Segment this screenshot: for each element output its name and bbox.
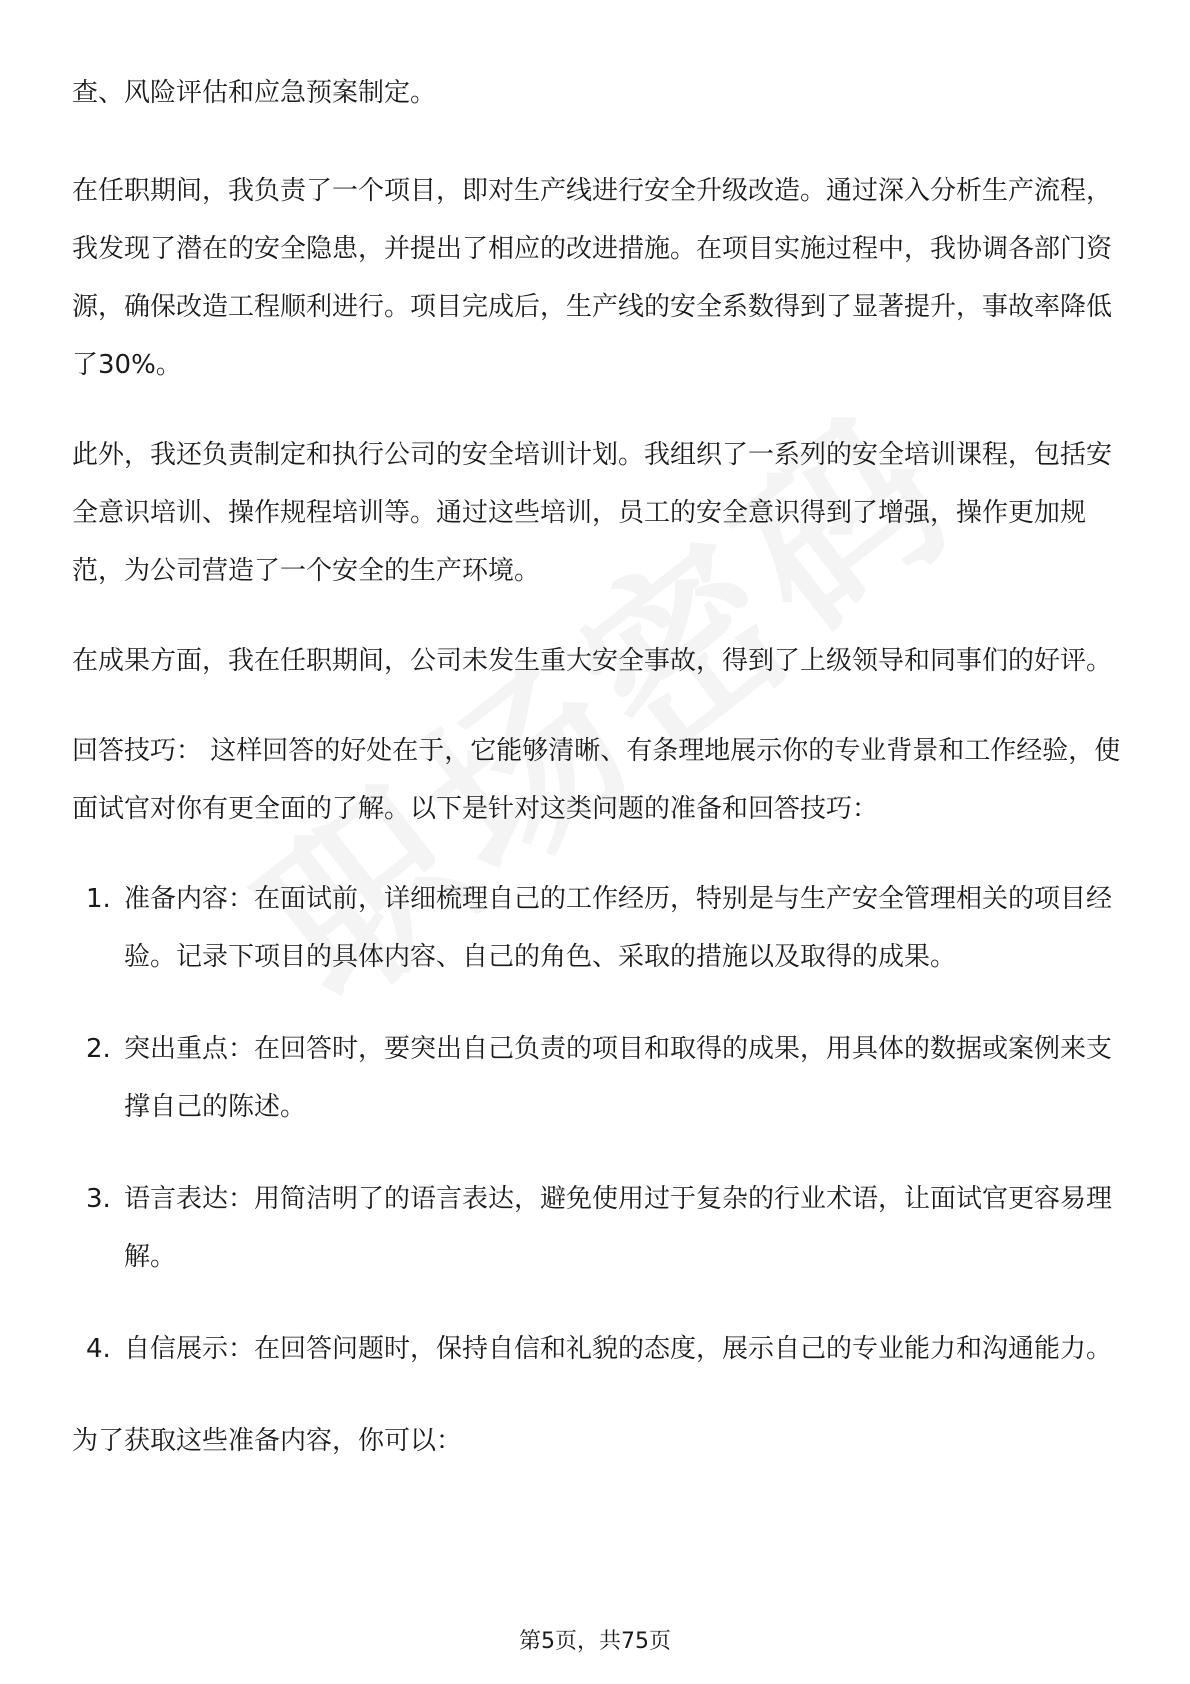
paragraph: 此外，我还负责制定和执行公司的安全培训计划。我组织了一系列的安全培训课程，包括安全意识培训、操作规程培训等。通过这些培训，员工的安全意识得到了增强，操作更加规范，为公司营造了一个安全的生产环境。	[72, 440, 1113, 586]
list-item	[72, 1320, 1122, 1378]
paragraph: 在任职期间，我负责了一个项目，即对生产线进行安全升级改造。通过深入分析生产流程，我发现了潜在的安全隐患，并提出了相应的改进措施。在项目实施过程中，我协调各部门资源，确保改造工程顺利进行。项目完成后，生产线的安全系数得到了显著提升，事故率降低了30%。	[72, 176, 1113, 380]
list-number: 2.	[86, 1034, 111, 1064]
list-number: 3.	[86, 1184, 111, 1214]
paragraph: 查、风险评估和应急预案制定。	[72, 78, 437, 108]
list-item-text: 准备内容：在面试前，详细梳理自己的工作经历，特别是与生产安全管理相关的项目经验。记录下项目的具体内容、自己的角色、采取的措施以及取得的成果。	[124, 884, 1113, 972]
list-item-text: 突出重点：在回答时，要突出自己负责的项目和取得的成果，用具体的数据或案例来支撑自己的陈述。	[124, 1034, 1113, 1122]
page-footer: 第5页，共75页	[519, 1629, 671, 1654]
list-item	[72, 1170, 1122, 1286]
tips-list	[72, 870, 1122, 1378]
list-item	[72, 1020, 1122, 1136]
paragraph: 在成果方面，我在任职期间，公司未发生重大安全事故，得到了上级领导和同事们的好评。	[72, 646, 1113, 676]
list-item-text: 语言表达：用简洁明了的语言表达，避免使用过于复杂的行业术语，让面试官更容易理解。	[124, 1184, 1113, 1272]
list-item-text: 自信展示：在回答问题时，保持自信和礼貌的态度，展示自己的专业能力和沟通能力。	[124, 1334, 1113, 1364]
page-content	[72, 64, 1122, 1502]
paragraph: 为了获取这些准备内容，你可以：	[72, 1426, 463, 1456]
list-number: 1.	[86, 884, 111, 914]
tips-paragraph: 回答技巧： 这样回答的好处在于，它能够清晰、有条理地展示你的专业背景和工作经验，使面试官对你有更全面的了解。以下是针对这类问题的准备和回答技巧：	[72, 736, 1121, 824]
list-number: 4.	[86, 1334, 111, 1364]
list-item	[72, 870, 1122, 986]
